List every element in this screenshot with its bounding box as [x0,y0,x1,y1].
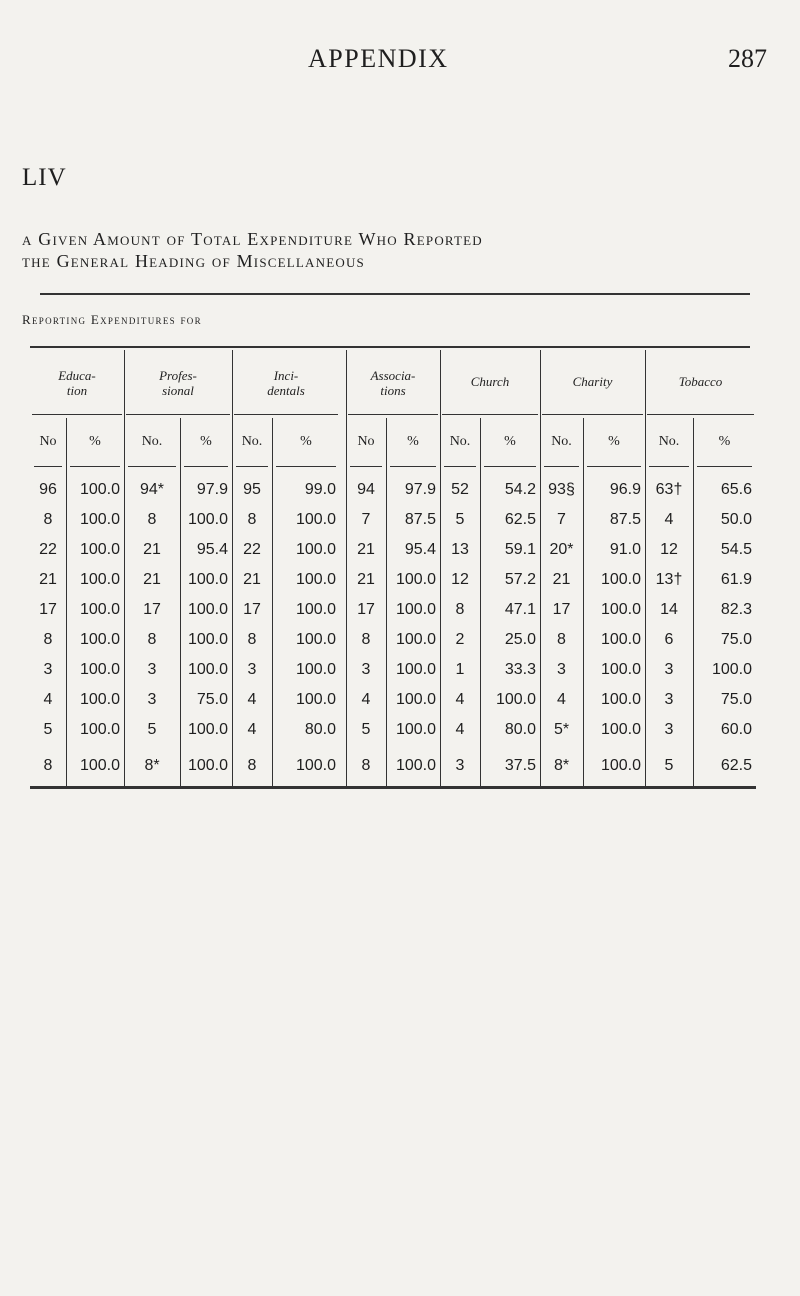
table-cell: 8 [361,757,371,774]
table-cell: 22 [39,541,57,558]
table-cell: 13† [655,571,683,588]
running-title: APPENDIX [308,44,449,73]
table-cell: 54.2 [504,481,536,498]
group-header-line-1: Educa- [58,368,96,383]
table-cell: 4 [247,691,257,708]
group-header [540,374,645,389]
table-cell: 80.0 [304,721,336,738]
table-cell: 4 [664,511,674,528]
table-cell: 97.9 [404,481,436,498]
table-cell: 97.9 [196,481,228,498]
table-cell: 100.0 [495,691,536,708]
table-bottom-rule [30,786,756,789]
table-cell: 5 [455,511,465,528]
table-cell: 12 [660,541,678,558]
subhead-underline [544,466,579,467]
table-cell: 100.0 [600,691,641,708]
table-cell: 100.0 [295,541,336,558]
column-subheader: % [407,434,419,449]
column-subheader: % [718,434,731,449]
table-cell: 21 [39,571,57,588]
column-subheader: No. [241,434,263,449]
group-header-line-1: Tobacco [678,374,723,389]
column-subheader: No. [658,434,680,449]
group-header [124,368,232,398]
table-cell: 3 [361,661,371,678]
table-cell: 100.0 [79,601,120,618]
table-top-rule [30,346,750,348]
table-cell: 1 [455,661,465,678]
table-cell: 21 [357,541,375,558]
group-header-line-2: dentals [267,383,305,398]
table-cell: 100.0 [395,691,436,708]
group-underline [32,414,122,415]
table-cell: 17 [143,601,161,618]
table-cell: 100.0 [600,661,641,678]
table-cell: 100.0 [187,757,228,774]
subhead-underline [649,466,689,467]
table-cell: 5 [147,721,157,738]
table-cell: 21 [357,571,375,588]
table-cell: 52 [451,481,469,498]
table-cell: 100.0 [295,757,336,774]
table-cell: 8 [43,511,53,528]
table-cell: 100.0 [295,601,336,618]
table-cell: 62.5 [504,511,536,528]
table-cell: 93§ [548,481,575,498]
table-cell: 100.0 [395,631,436,648]
table-cell: 75.0 [720,691,752,708]
subhead-underline [350,466,382,467]
column-subheader: No [39,434,57,449]
group-header-line-1: Church [470,374,510,389]
table-cell: 99.0 [304,481,336,498]
table-cell: 3 [664,721,674,738]
table-cell: 21 [143,571,161,588]
table-cell: 21 [552,571,571,588]
table-cell: 3 [664,691,674,708]
subhead-underline [128,466,176,467]
table-cell: 94 [357,481,375,498]
table-cell: 100.0 [79,511,120,528]
table-cell: 4 [361,691,371,708]
table-cell: 57.2 [504,571,536,588]
table-cell: 100.0 [600,571,641,588]
table-cell: 63† [655,481,683,498]
table-cell: 8 [361,631,371,648]
table-cell: 100.0 [187,511,228,528]
column-subheader: No. [551,434,572,449]
table-cell: 8 [247,511,257,528]
table-number: LIV [22,164,67,191]
table-cell: 6 [664,631,674,648]
table-cell: 100.0 [600,721,641,738]
group-header-line-1: Inci- [273,368,299,383]
subhead-underline [184,466,228,467]
page-number: 287 [728,44,767,73]
table-cell: 5* [553,721,570,738]
subhead-underline [236,466,268,467]
table-cell: 3 [557,661,566,678]
table-cell: 65.6 [720,481,752,498]
group-header-line-2: sional [162,383,194,398]
caption-line-2: the General Heading of Miscellaneous [22,251,365,271]
table-cell: 22 [243,541,261,558]
table-cell: 17 [357,601,375,618]
group-header [30,368,124,398]
group-underline [542,414,643,415]
column-subheader: % [89,434,101,449]
table-cell: 100.0 [395,721,436,738]
subhead-underline [34,466,62,467]
table-cell: 100.0 [600,601,641,618]
group-underline [647,414,754,415]
table-cell: 100.0 [711,661,752,678]
subhead-underline [276,466,336,467]
group-header [232,368,340,398]
column-subheader: No [357,434,375,449]
table-cell: 25.0 [504,631,536,648]
table-subheading: Reporting Expenditures for [22,312,202,327]
table-cell: 62.5 [720,757,752,774]
table-cell: 100.0 [295,571,336,588]
table-cell: 91.0 [609,541,641,558]
table-cell: 4 [247,721,257,738]
table-cell: 80.0 [504,721,536,738]
table-cell: 2 [455,631,465,648]
table-cell: 4 [455,721,465,738]
table-cell: 100.0 [187,661,228,678]
table-cell: 61.9 [720,571,752,588]
table-cell: 100.0 [395,601,436,618]
table-cell: 100.0 [79,631,120,648]
table-cell: 3 [247,661,257,678]
column-subheader: % [200,434,212,449]
group-underline [442,414,538,415]
table-cell: 95 [243,481,261,498]
table-cell: 20* [549,541,574,558]
table-cell: 100.0 [600,631,641,648]
table-cell: 13 [451,541,469,558]
table-cell: 95.4 [404,541,436,558]
table-cell: 100.0 [79,691,120,708]
table-cell: 100.0 [79,661,120,678]
table-cell: 8* [553,757,570,774]
table-cell: 3 [455,757,465,774]
table-cell: 3 [664,661,674,678]
group-header-line-1: Charity [572,374,613,389]
table-cell: 96 [39,481,57,498]
table-cell: 3 [43,661,53,678]
caption-rule [40,293,750,295]
table-cell: 4 [43,691,53,708]
group-underline [348,414,438,415]
group-header [440,374,540,389]
table-cell: 37.5 [504,757,536,774]
table-cell: 100.0 [187,721,228,738]
column-subheader: % [504,434,516,449]
table-cell: 100.0 [187,601,228,618]
table-cell: 75.0 [720,631,752,648]
table-cell: 7 [557,511,566,528]
table-cell: 8 [147,511,157,528]
table-cell: 21 [143,541,161,558]
table-cell: 8* [144,757,160,774]
table-cell: 100.0 [395,661,436,678]
table-cell: 82.3 [720,601,752,618]
table-cell: 17 [39,601,57,618]
table-cell: 3 [147,691,157,708]
table-cell: 87.5 [404,511,436,528]
subhead-underline [390,466,436,467]
column-subheader: No. [141,434,163,449]
table-cell: 75.0 [196,691,228,708]
subhead-underline [444,466,476,467]
table-cell: 100.0 [79,721,120,738]
group-header-line-1: Profes- [159,368,197,383]
table-cell: 5 [43,721,53,738]
subhead-underline [484,466,536,467]
subhead-underline [587,466,641,467]
table-cell: 47.1 [504,601,536,618]
table-cell: 33.3 [504,661,536,678]
table-cell: 21 [243,571,261,588]
table-cell: 4 [455,691,465,708]
table-cell: 8 [455,601,465,618]
group-header [645,374,756,389]
group-header-line-1: Associa- [370,368,416,383]
table-cell: 12 [451,571,469,588]
table-cell: 8 [147,631,157,648]
table-cell: 8 [43,757,53,774]
group-header-line-2: tions [380,383,406,398]
table-cell: 8 [557,631,566,648]
table-cell: 100.0 [295,691,336,708]
column-subheader: % [300,434,312,449]
table-cell: 95.4 [196,541,228,558]
table-cell: 100.0 [187,631,228,648]
table-cell: 14 [660,601,678,618]
table-cell: 5 [664,757,674,774]
table-cell: 3 [147,661,157,678]
group-header [346,368,440,398]
table-caption [22,228,782,272]
group-header-line-2: tion [66,383,88,398]
table-cell: 8 [247,757,257,774]
table-cell: 100.0 [79,481,120,498]
table-cell: 87.5 [609,511,641,528]
table-cell: 100.0 [79,571,120,588]
table-cell: 8 [247,631,257,648]
table-cell: 60.0 [720,721,752,738]
table-cell: 96.9 [609,481,641,498]
table-cell: 17 [552,601,571,618]
table-cell: 100.0 [295,661,336,678]
table-cell: 50.0 [720,511,752,528]
table-cell: 7 [361,511,371,528]
table-cell: 94* [139,481,165,498]
table-cell: 100.0 [79,541,120,558]
running-head [0,44,800,78]
table-cell: 59.1 [504,541,536,558]
table-cell: 17 [243,601,261,618]
subhead-underline [697,466,752,467]
table-cell: 100.0 [295,511,336,528]
column-subheader: No. [449,434,471,449]
table-cell: 4 [557,691,566,708]
table-cell: 100.0 [79,757,120,774]
column-subheader: % [608,434,620,449]
table-cell: 100.0 [395,571,436,588]
group-underline [126,414,230,415]
table-cell: 100.0 [295,631,336,648]
table-cell: 54.5 [720,541,752,558]
table-cell: 8 [43,631,53,648]
group-underline [234,414,338,415]
subhead-underline [70,466,120,467]
table-cell: 100.0 [395,757,436,774]
caption-line-1: a Given Amount of Total Expenditure Who Reported [22,229,483,249]
table-cell: 100.0 [187,571,228,588]
table-cell: 5 [361,721,371,738]
table-cell: 100.0 [600,757,641,774]
